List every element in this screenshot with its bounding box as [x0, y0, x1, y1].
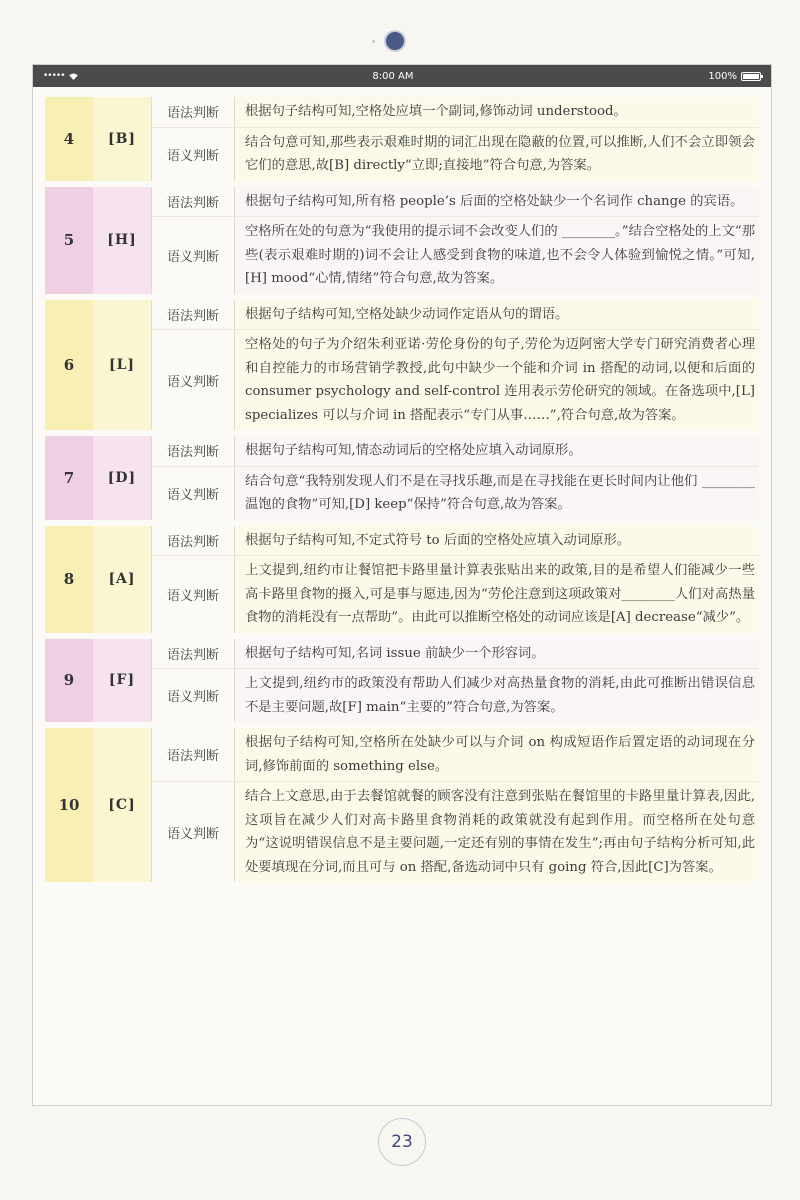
explanation-text: 结合句意可知,那些表示艰难时期的词汇出现在隐蔽的位置,可以推断,人们不会立即领会它们的意思,故[B] directly“立即;直接地”符合句意,为答案。 — [235, 128, 759, 181]
answer-group — [45, 639, 759, 723]
explanation-row — [152, 128, 759, 181]
explanation-row — [152, 669, 759, 722]
explanation-row — [152, 728, 759, 782]
explanation-text: 根据句子结构可知,情态动词后的空格处应填入动词原形。 — [235, 436, 759, 466]
explanation-text: 结合句意“我特别发现人们不是在寻找乐趣,而是在寻找能在更长时间内让他们 ________ 温饱的食物”可知,[D] keep“保持”符合句意,故为答案。 — [235, 467, 759, 520]
answer-letter: [B] — [93, 97, 151, 181]
explanation-row — [152, 436, 759, 467]
explanation-row — [152, 639, 759, 670]
explanation-text: 根据句子结构可知,空格所在处缺少可以与介词 on 构成短语作后置定语的动词现在分词,修饰前面的 something else。 — [235, 728, 759, 781]
answer-group — [45, 436, 759, 520]
page-number: 23 — [378, 1118, 426, 1166]
explanation-text: 上文提到,纽约市让餐馆把卡路里量计算表张贴出来的政策,目的是希望人们能减少一些高卡路里食物的摄入,可是事与愿违,因为“劳伦注意到这项政策对________人们对高热量食物的消耗没有一点帮助”。由此可以推断空格处的动词应该是[A] decrease“减少”。 — [235, 556, 759, 633]
answer-letter: [H] — [93, 187, 151, 294]
question-number: 9 — [45, 639, 93, 723]
judgment-label: 语法判断 — [152, 526, 235, 556]
explanation-row — [152, 467, 759, 520]
answer-letter: [F] — [93, 639, 151, 723]
explanation-text: 根据句子结构可知,不定式符号 to 后面的空格处应填入动词原形。 — [235, 526, 759, 556]
explanation-text: 空格所在处的句意为“我使用的提示词不会改变人们的 ________。”结合空格处的上文“那些(表示艰难时期的)词不会让人感受到食物的味道,也不会令人体验到愉悦之情。”可知,[H] mood“心情,情绪”符合句意,故为答案。 — [235, 217, 759, 294]
explanation-row — [152, 217, 759, 294]
battery-icon — [741, 72, 761, 81]
judgment-label: 语法判断 — [152, 187, 235, 217]
question-number: 7 — [45, 436, 93, 520]
tablet-screen — [32, 64, 772, 1106]
camera-icon — [386, 32, 404, 50]
explanation-row — [152, 556, 759, 633]
explanation-text: 根据句子结构可知,名词 issue 前缺少一个形容词。 — [235, 639, 759, 669]
judgment-label: 语法判断 — [152, 436, 235, 466]
judgment-label: 语法判断 — [152, 728, 235, 781]
explanation-text: 结合上文意思,由于去餐馆就餐的顾客没有注意到张贴在餐馆里的卡路里量计算表,因此,这项旨在减少人们对高卡路里食物消耗的政策就没有起到作用。而空格所在处句意为“这说明错误信息不是主要问题,一定还有别的事情在发生”;再由句子结构分析可知,此处要填现在分词,而且可与 on 搭配,备选动词中只有 going 符合,因此[C]为答案。 — [235, 782, 759, 882]
answer-group — [45, 300, 759, 431]
answer-group — [45, 728, 759, 882]
question-number: 6 — [45, 300, 93, 431]
explanation-text: 上文提到,纽约市的政策没有帮助人们减少对高热量食物的消耗,由此可推断出错误信息不是主要问题,故[F] main“主要的”符合句意,为答案。 — [235, 669, 759, 722]
judgment-label: 语法判断 — [152, 639, 235, 669]
question-number: 4 — [45, 97, 93, 181]
answer-group — [45, 526, 759, 633]
explanation-text: 根据句子结构可知,所有格 people’s 后面的空格处缺少一个名词作 change 的宾语。 — [235, 187, 759, 217]
explanation-text: 空格处的句子为介绍朱利亚诺·劳伦身份的句子,劳伦为迈阿密大学专门研究消费者心理和自控能力的市场营销学教授,此句中缺少一个能和介词 in 搭配的动词,以便和后面的 consumer psychology and self-control 连用表示劳伦研究的领域。在备选项中,[L] specializes 可以与介词 in 搭配表示“专门从事……”,符合句意,故为答案。 — [235, 330, 759, 430]
judgment-label: 语义判断 — [152, 556, 235, 633]
judgment-label: 语义判断 — [152, 330, 235, 430]
judgment-label: 语义判断 — [152, 782, 235, 882]
judgment-label: 语义判断 — [152, 669, 235, 722]
explanation-row — [152, 97, 759, 128]
status-time: 8:00 AM — [372, 70, 414, 82]
question-number: 8 — [45, 526, 93, 633]
answer-letter: [L] — [93, 300, 151, 431]
answer-table — [33, 87, 771, 882]
status-bar — [33, 65, 771, 87]
judgment-label: 语法判断 — [152, 97, 235, 127]
explanation-row — [152, 300, 759, 331]
answer-group — [45, 187, 759, 294]
answer-letter: [C] — [93, 728, 151, 882]
judgment-label: 语义判断 — [152, 217, 235, 294]
signal-icon: ••••• — [43, 71, 65, 81]
explanation-row — [152, 187, 759, 218]
judgment-label: 语法判断 — [152, 300, 235, 330]
explanation-row — [152, 782, 759, 882]
answer-letter: [D] — [93, 436, 151, 520]
battery-percent: 100% — [708, 70, 737, 82]
explanation-text: 根据句子结构可知,空格处应填一个副词,修饰动词 understood。 — [235, 97, 759, 127]
answer-group — [45, 97, 759, 181]
judgment-label: 语义判断 — [152, 467, 235, 520]
question-number: 10 — [45, 728, 93, 882]
question-number: 5 — [45, 187, 93, 294]
explanation-row — [152, 330, 759, 430]
camera-dot — [372, 40, 375, 43]
wifi-icon — [69, 73, 78, 80]
explanation-row — [152, 526, 759, 557]
judgment-label: 语义判断 — [152, 128, 235, 181]
explanation-text: 根据句子结构可知,空格处缺少动词作定语从句的谓语。 — [235, 300, 759, 330]
answer-letter: [A] — [93, 526, 151, 633]
